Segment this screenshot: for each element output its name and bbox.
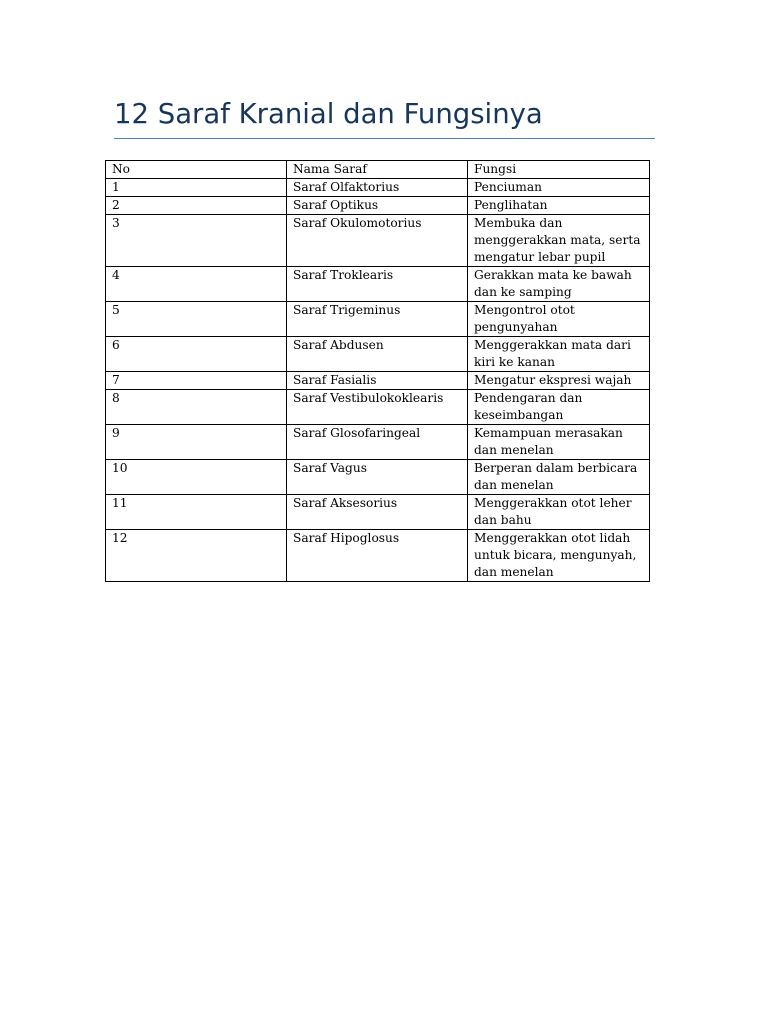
table-header-row bbox=[106, 161, 650, 179]
title-underline bbox=[114, 138, 655, 139]
nerve-function: Mengontrol otot pengunyahan bbox=[468, 302, 650, 337]
nerve-name: Saraf Okulomotorius bbox=[287, 215, 468, 267]
nerve-name: Saraf Fasialis bbox=[287, 372, 468, 390]
row-number: 4 bbox=[106, 267, 287, 302]
table-row bbox=[106, 337, 650, 372]
row-number: 6 bbox=[106, 337, 287, 372]
nerve-function: Kemampuan merasakan dan menelan bbox=[468, 425, 650, 460]
nerve-function: Berperan dalam berbicara dan menelan bbox=[468, 460, 650, 495]
table-row bbox=[106, 495, 650, 530]
row-number: 10 bbox=[106, 460, 287, 495]
table-row bbox=[106, 302, 650, 337]
header-cell-nama-saraf: Nama Saraf bbox=[287, 161, 468, 179]
table-row bbox=[106, 425, 650, 460]
row-number: 5 bbox=[106, 302, 287, 337]
table-row bbox=[106, 372, 650, 390]
table-row bbox=[106, 197, 650, 215]
row-number: 3 bbox=[106, 215, 287, 267]
row-number: 12 bbox=[106, 530, 287, 582]
row-number: 11 bbox=[106, 495, 287, 530]
nerve-name: Saraf Abdusen bbox=[287, 337, 468, 372]
table-row bbox=[106, 530, 650, 582]
nerve-name: Saraf Vestibulokoklearis bbox=[287, 390, 468, 425]
nerve-function: Menggerakkan mata dari kiri ke kanan bbox=[468, 337, 650, 372]
cranial-nerves-table bbox=[105, 160, 650, 582]
nerve-name: Saraf Glosofaringeal bbox=[287, 425, 468, 460]
nerve-name: Saraf Vagus bbox=[287, 460, 468, 495]
nerve-function: Penciuman bbox=[468, 179, 650, 197]
nerve-name: Saraf Troklearis bbox=[287, 267, 468, 302]
nerve-function: Pendengaran dan keseimbangan bbox=[468, 390, 650, 425]
nerve-function: Mengatur ekspresi wajah bbox=[468, 372, 650, 390]
table-row bbox=[106, 215, 650, 267]
table-row bbox=[106, 179, 650, 197]
nerve-name: Saraf Optikus bbox=[287, 197, 468, 215]
row-number: 1 bbox=[106, 179, 287, 197]
row-number: 9 bbox=[106, 425, 287, 460]
nerve-function: Membuka dan menggerakkan mata, serta mengatur lebar pupil bbox=[468, 215, 650, 267]
nerve-function: Menggerakkan otot lidah untuk bicara, mengunyah, dan menelan bbox=[468, 530, 650, 582]
table-row bbox=[106, 460, 650, 495]
row-number: 2 bbox=[106, 197, 287, 215]
header-cell-fungsi: Fungsi bbox=[468, 161, 650, 179]
nerve-name: Saraf Trigeminus bbox=[287, 302, 468, 337]
header-cell-no: No bbox=[106, 161, 287, 179]
document-title: 12 Saraf Kranial dan Fungsinya bbox=[114, 98, 543, 130]
nerve-name: Saraf Olfaktorius bbox=[287, 179, 468, 197]
row-number: 8 bbox=[106, 390, 287, 425]
nerve-function: Menggerakkan otot leher dan bahu bbox=[468, 495, 650, 530]
nerve-function: Gerakkan mata ke bawah dan ke samping bbox=[468, 267, 650, 302]
nerve-name: Saraf Hipoglosus bbox=[287, 530, 468, 582]
table-row bbox=[106, 267, 650, 302]
nerve-name: Saraf Aksesorius bbox=[287, 495, 468, 530]
nerve-function: Penglihatan bbox=[468, 197, 650, 215]
row-number: 7 bbox=[106, 372, 287, 390]
table-row bbox=[106, 390, 650, 425]
